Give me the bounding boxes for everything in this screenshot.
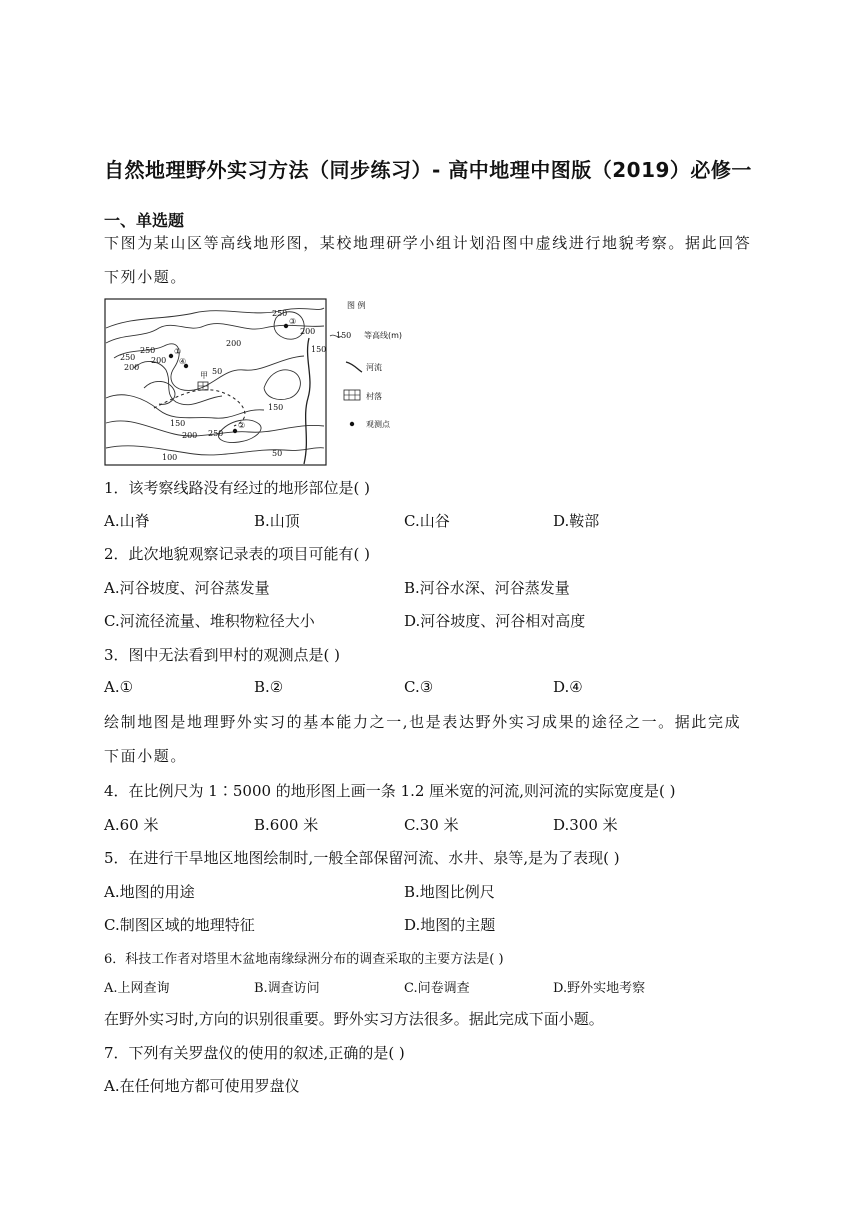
q2-option-d: D.河谷坡度、河谷相对高度 <box>404 612 586 630</box>
point-label-3: ③ <box>289 317 297 326</box>
contour-label: 50 <box>272 449 283 458</box>
observation-point-1 <box>169 354 173 358</box>
contour-map-figure <box>104 298 414 466</box>
q6-option-d: D.野外实地考察 <box>553 981 646 996</box>
question-7: 7．下列有关罗盘仪的使用的叙述,正确的是( ) <box>104 1044 405 1062</box>
q6-option-b: B.调查访问 <box>254 981 320 996</box>
q5-option-c: C.制图区域的地理特征 <box>104 916 255 934</box>
legend-village-label: 村落 <box>366 392 382 401</box>
observation-point-3 <box>284 324 288 328</box>
legend-title: 图 例 <box>347 301 366 310</box>
contour-label: 200 <box>300 327 316 336</box>
question-4: 4．在比例尺为 1∶5000 的地形图上画一条 1.2 厘米宽的河流,则河流的实际宽度是( ) <box>104 782 676 800</box>
question-5: 5．在进行干旱地区地图绘制时,一般全部保留河流、水井、泉等,是为了表现( ) <box>104 849 620 867</box>
contour-label: 250 <box>140 346 156 355</box>
page-title: 自然地理野外实习方法（同步练习）- 高中地理中图版（2019）必修一 <box>104 158 752 182</box>
q3-option-b: B.② <box>254 678 284 696</box>
q5-option-a: A.地图的用途 <box>104 883 195 901</box>
village-label: 甲 <box>200 371 208 380</box>
section-heading: 一、单选题 <box>104 211 185 230</box>
point-label-4: ④ <box>179 357 187 366</box>
question-6: 6．科技工作者对塔里木盆地南缘绿洲分布的调查采取的主要方法是( ) <box>104 952 504 967</box>
q2-option-b: B.河谷水深、河谷蒸发量 <box>404 579 570 597</box>
point-label-2: ② <box>238 421 246 430</box>
legend-contour-value: 150 <box>336 331 352 340</box>
q1-option-b: B.山顶 <box>254 512 300 530</box>
contour-label: 200 <box>182 431 198 440</box>
point-label-1: ① <box>174 347 182 356</box>
contour-label: 200 <box>124 363 140 372</box>
q4-option-b: B.600 米 <box>254 816 319 834</box>
legend-point-label: 观测点 <box>366 420 390 429</box>
question-2: 2．此次地貌观察记录表的项目可能有( ) <box>104 545 371 563</box>
intro-paragraph-1: 下图为某山区等高线地形图，某校地理研学小组计划沿图中虚线进行地貌考察。据此回答下列小题。 <box>104 234 752 286</box>
legend-village-symbol <box>344 390 360 400</box>
legend-contour-label: 等高线(m) <box>364 331 403 340</box>
legend-river-symbol <box>346 362 362 372</box>
contour-label: 250 <box>272 309 288 318</box>
legend-point-symbol <box>350 422 354 426</box>
contour-label: 200 <box>226 339 242 348</box>
q7-option-a: A.在任何地方都可使用罗盘仪 <box>104 1077 300 1095</box>
intro-paragraph-3: 在野外实习时,方向的识别很重要。野外实习方法很多。据此完成下面小题。 <box>104 1010 604 1028</box>
question-3: 3．图中无法看到甲村的观测点是( ) <box>104 646 341 664</box>
contour-label: 50 <box>212 367 223 376</box>
contour-label: 150 <box>268 403 284 412</box>
contour-label: 250 <box>208 429 224 438</box>
q4-option-d: D.300 米 <box>553 816 618 834</box>
q1-option-c: C.山谷 <box>404 512 450 530</box>
q3-option-c: C.③ <box>404 678 434 696</box>
q5-option-b: B.地图比例尺 <box>404 883 495 901</box>
contour-label: 100 <box>162 453 178 462</box>
map-legend <box>330 300 402 429</box>
question-1: 1．该考察线路没有经过的地形部位是( ) <box>104 479 371 497</box>
q3-option-d: D.④ <box>553 678 583 696</box>
q4-option-c: C.30 米 <box>404 816 459 834</box>
contour-label: 250 <box>120 353 136 362</box>
q6-option-a: A.上网查询 <box>104 981 170 996</box>
q2-option-a: A.河谷坡度、河谷蒸发量 <box>104 579 270 597</box>
contour-label: 150 <box>311 345 327 354</box>
q2-option-c: C.河流径流量、堆积物粒径大小 <box>104 612 315 630</box>
q4-option-a: A.60 米 <box>104 816 159 834</box>
q1-option-d: D.鞍部 <box>553 512 600 530</box>
observation-point-2 <box>233 429 237 433</box>
contour-label: 200 <box>151 356 167 365</box>
q1-option-a: A.山脊 <box>104 512 150 530</box>
q3-option-a: A.① <box>104 678 134 696</box>
legend-river-label: 河流 <box>366 363 382 372</box>
q6-option-c: C.问卷调查 <box>404 981 470 996</box>
q5-option-d: D.地图的主题 <box>404 916 496 934</box>
contour-label: 150 <box>170 419 186 428</box>
intro-paragraph-2: 绘制地图是地理野外实习的基本能力之一,也是表达野外实习成果的途径之一。据此完成下面小题。 <box>104 713 742 765</box>
